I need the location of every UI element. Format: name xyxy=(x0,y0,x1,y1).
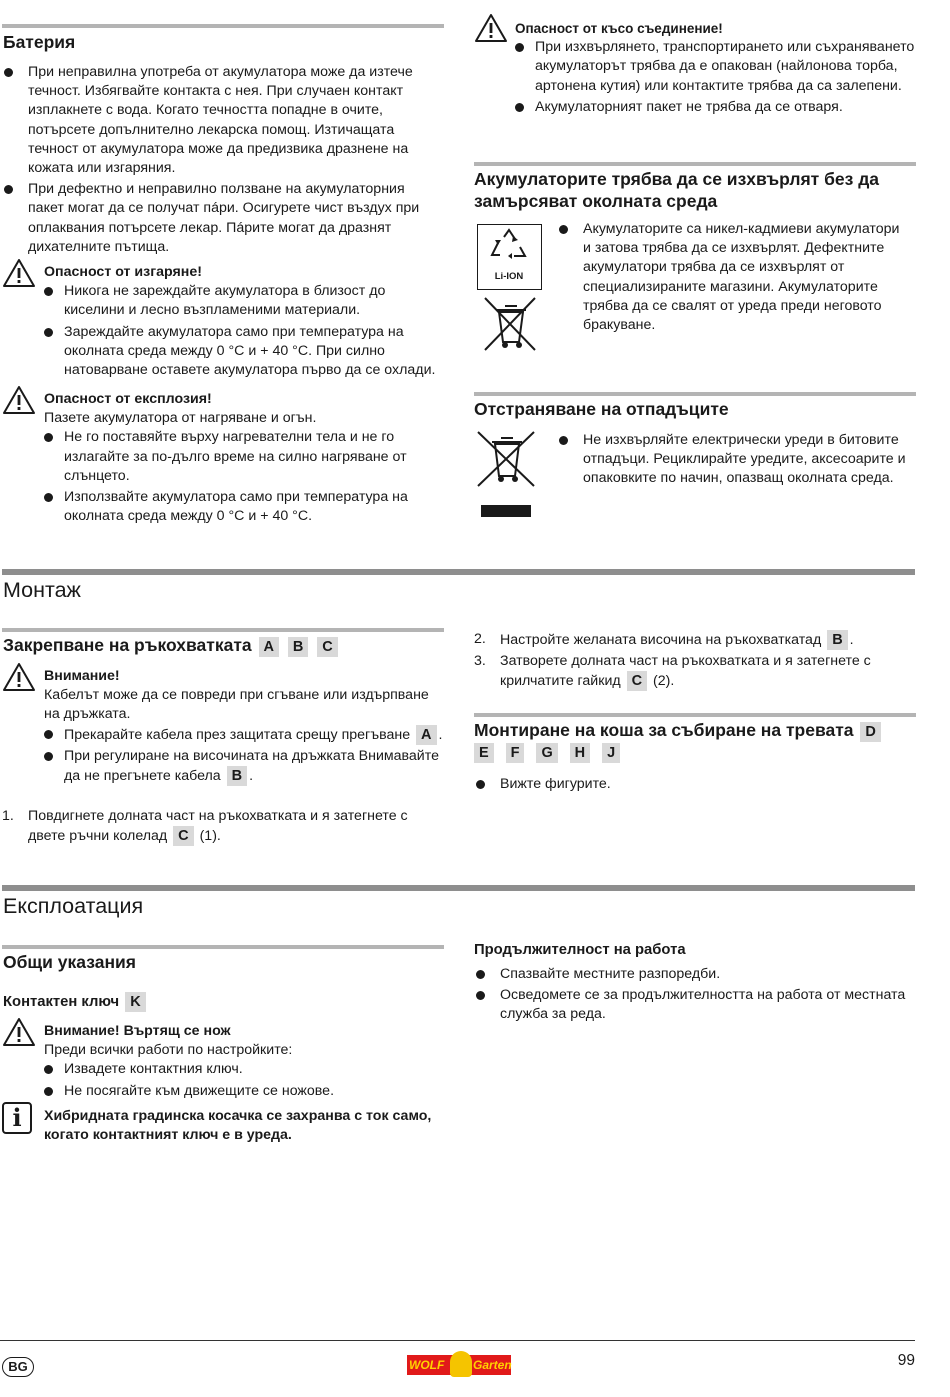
bullet-icon xyxy=(476,970,485,979)
recycle-icon xyxy=(477,224,542,290)
waste-heading: Отстраняване на отпадъците xyxy=(474,399,729,419)
section-rule xyxy=(2,24,444,28)
list-item: Спазвайте местните разпоредби. xyxy=(474,965,916,984)
handle-heading: Закрепване на ръкохватката A B C xyxy=(3,634,340,657)
warning-icon xyxy=(2,1017,36,1047)
list-item: При изхвърлянето, транспортирането или съхраняването акумулаторът трябва да е опакован (найлонова торба, артонена кутия) или контактите трябва да са залепени. xyxy=(515,38,917,96)
short-circuit-warning xyxy=(515,19,917,119)
brand-right: Garten xyxy=(473,1358,512,1372)
step-item: 2. Настройте желаната височина на ръкохваткатад B . xyxy=(474,631,854,648)
section-rule xyxy=(2,945,444,949)
figure-ref: C xyxy=(317,637,337,657)
warning-title: Опасност от късо съединение! xyxy=(515,21,723,36)
montage-heading: Монтаж xyxy=(3,578,81,602)
page-number: 99 xyxy=(897,1352,915,1369)
warning-text: Пазете акумулатора от нагряване и огън. xyxy=(44,410,317,427)
bullet-icon xyxy=(4,68,13,77)
figure-ref: A xyxy=(259,637,279,657)
section-rule xyxy=(474,713,916,717)
bullet-icon xyxy=(44,752,53,761)
wolf-head-icon xyxy=(450,1351,472,1377)
figure-ref: F xyxy=(506,743,525,763)
chapter-rule xyxy=(2,569,915,575)
step-item: 1. Повдигнете долната част на ръкохватката и я затегнете с двете ръчни колелад C (1). xyxy=(2,808,408,845)
figure-ref: C xyxy=(627,671,647,691)
warning-title: Внимание! Въртящ се нож xyxy=(44,1023,231,1039)
section-rule xyxy=(2,628,444,632)
list-item: Използвайте акумулатора само при температура на околната среда между 0 °C и + 40 °C. xyxy=(44,488,446,526)
key-heading: Контактен ключ K xyxy=(3,992,148,1012)
li-ion-label: Li-ION xyxy=(494,271,524,282)
bullet-icon xyxy=(44,730,53,739)
list-item: Не изхвърляйте електрически уреди в битовите отпадъци. Рециклирайте уредите, аксесоарите и опаковките по начин, опазващ околната среда. xyxy=(557,431,907,489)
duration-heading: Продължителност на работа xyxy=(474,942,686,958)
operation-heading: Експлоатация xyxy=(3,894,144,918)
figure-ref: G xyxy=(536,743,557,763)
bullet-icon xyxy=(44,328,53,337)
figure-ref: K xyxy=(125,992,145,1012)
warning-icon xyxy=(2,385,36,415)
general-heading: Общи указания xyxy=(3,952,136,972)
footer-rule xyxy=(0,1340,915,1341)
figure-ref: E xyxy=(474,743,494,763)
bullet-icon xyxy=(559,436,568,445)
bullet-icon xyxy=(44,493,53,502)
list-item: Не го поставяйте върху нагревателни тела и не го излагайте за по-дълго време на силно нагряване от слънцето. xyxy=(44,428,446,486)
bullet-icon xyxy=(515,43,524,52)
language-badge: BG xyxy=(2,1357,34,1377)
blade-warning xyxy=(44,1022,446,1103)
bullet-icon xyxy=(44,433,53,442)
burn-warning xyxy=(44,263,446,382)
bullet-icon xyxy=(559,225,568,234)
list-item: Осведомете се за продължителността на работа от местната служба за реда. xyxy=(474,986,916,1024)
bag-text xyxy=(474,775,916,796)
warning-icon xyxy=(2,258,36,288)
figure-ref: B xyxy=(227,766,247,786)
handle-steps-left xyxy=(2,807,446,848)
warning-title: Опасност от изгаряне! xyxy=(44,264,202,280)
battery-heading: Батерия xyxy=(3,32,76,52)
chapter-rule xyxy=(2,885,915,891)
info-text: Хибридната градинска косачка се захранва с ток само, когато контактният ключ е в уреда. xyxy=(44,1108,432,1144)
list-item: Акумулаторите са никел-кадмиеви акумулатори и затова трябва да се изхвърлят. Дефектните акумулатори трябва да се изхвърлят от специализираните магазини. Акумулаторите трябва да се свалят от уреда преди неговото бракуване. xyxy=(557,220,907,335)
list-item: Не посягайте към движещите се ножове. xyxy=(44,1082,446,1101)
warning-icon xyxy=(474,13,508,43)
step-item: 3. Затворете долната част на ръкохватката и я затегнете с крилчатите гайкид C (2). xyxy=(474,653,871,690)
warning-title: Внимание! xyxy=(44,668,120,684)
explosion-warning xyxy=(44,390,446,528)
bullet-icon xyxy=(44,287,53,296)
warning-text: Кабелът може да се повреди при сгъване или издърпване на дръжката. xyxy=(44,687,429,723)
weee-bin-icon xyxy=(474,428,538,492)
bag-heading: Монтиране на коша за събиране на тревата D xyxy=(474,719,883,742)
weee-bar xyxy=(481,505,531,517)
waste-text xyxy=(557,431,907,491)
figure-ref: B xyxy=(288,637,308,657)
bullet-icon xyxy=(4,185,13,194)
wolf-garten-logo xyxy=(407,1351,511,1377)
bullet-icon xyxy=(515,103,524,112)
brand-left: WOLF xyxy=(409,1358,445,1372)
figure-ref: D xyxy=(860,722,880,742)
warning-title: Опасност от експлозия! xyxy=(44,391,212,407)
section-rule xyxy=(474,162,916,166)
duration-bullets xyxy=(474,965,916,1027)
bullet-icon xyxy=(44,1065,53,1074)
list-item: Акумулаторният пакет не трябва да се отваря. xyxy=(515,98,917,117)
warning-text: Преди всички работи по настройките: xyxy=(44,1042,293,1059)
warning-icon xyxy=(2,662,36,692)
figure-ref: A xyxy=(416,725,436,745)
info-icon: i xyxy=(2,1102,32,1134)
section-rule xyxy=(474,392,916,396)
figure-ref: C xyxy=(173,826,193,846)
list-item: Прекарайте кабела през защитата срещу прегъване A . xyxy=(44,725,446,745)
figure-ref: J xyxy=(602,743,620,763)
crossed-bin-icon xyxy=(481,294,539,356)
bullet-icon xyxy=(44,1087,53,1096)
list-item: Никога не зареждайте акумулатора в близост до киселини и лесно възпламеними материали. xyxy=(44,282,446,320)
list-item: Вижте фигурите. xyxy=(474,775,916,794)
handle-steps-right xyxy=(474,630,916,694)
battery-disposal-heading: Акумулаторите трябва да се изхвърлят без да замърсяват околната среда xyxy=(474,169,880,211)
list-item: При дефектно и неправилно ползване на акумулаторния пакет могат да се получат пáри. Осигурете чист въздух при оплаквания потърсете лекар. Пáрите могат да дразнят дихателните пътища. xyxy=(2,180,444,257)
battery-disposal-text xyxy=(557,220,907,337)
figure-ref: H xyxy=(570,743,590,763)
list-item: При регулиране на височината на дръжката Внимавайте да не прегънете кабела B . xyxy=(44,747,446,786)
handle-warning xyxy=(44,667,446,788)
battery-bullets xyxy=(2,63,444,259)
bag-figure-refs xyxy=(474,743,626,763)
bullet-icon xyxy=(476,780,485,789)
list-item: При неправилна употреба от акумулатора може да изтече течност. Избягвайте контакта с нея. При случаен контакт изплакнете с вода. Когато течността попадне в очите, потърсете допълнително лекарска помощ. Изтичащата течност от акумулатора може да предизвика дразнене на кожата или изгаряния. xyxy=(2,63,444,178)
list-item: Извадете контактния ключ. xyxy=(44,1060,446,1079)
bullet-icon xyxy=(476,991,485,1000)
figure-ref: B xyxy=(827,630,847,650)
list-item: Зареждайте акумулатора само при температура на околната среда между 0 °C и + 40 °C. При силно натоварване оставете акумулатора първо да се охлади. xyxy=(44,323,446,381)
